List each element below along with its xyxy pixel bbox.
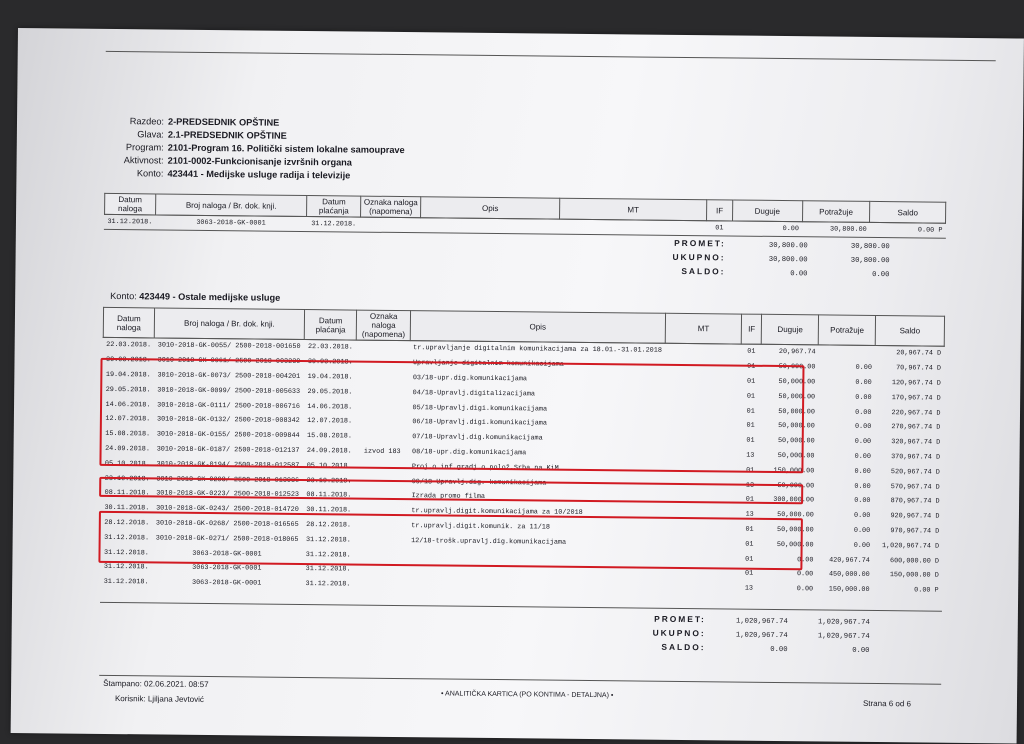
cell-placanje: 19.04.2018. xyxy=(307,373,353,382)
cell-mt xyxy=(662,581,739,597)
konto-423449-heading xyxy=(110,291,280,303)
col-oznaka: Oznaka naloga (napomena) xyxy=(357,310,411,341)
cell-broj: 3010-2018-GK-0223/ 2500-2018-012523 xyxy=(156,489,300,500)
cell-potrazuje: 0.00 xyxy=(855,393,872,402)
aktivnost-value: 2101-0002-Funkcionisanje izvršnih organa xyxy=(167,155,353,168)
col-datum-naloga: Datum naloga xyxy=(105,193,156,215)
cell-duguje: 50,000.00 xyxy=(777,481,815,490)
razdeo-label: Razdeo: xyxy=(129,116,165,127)
cell-datum: 15.08.2018. xyxy=(105,430,151,439)
cell-placanje: 28.12.2018. xyxy=(306,520,352,530)
cell-potrazuje: 0.00 xyxy=(853,526,871,535)
cell-opis: tr.upravljanje digitalnim komunikacijama za 18.01.-31.01.2018 xyxy=(413,344,662,356)
col-mt: MT xyxy=(560,198,707,221)
col-datum-placanja: Datum plaćanja xyxy=(304,310,357,341)
cell-broj: 3010-2018-GK-0243/ 2500-2018-014720 xyxy=(156,504,299,515)
cell-placanje: 31.12.2018. xyxy=(305,535,351,545)
glava-label: Glava: xyxy=(137,129,164,140)
col-datum-naloga: Datum naloga xyxy=(103,307,154,338)
cell-opis: 05/18-Upravlj.digi.komunikacijama xyxy=(412,403,548,414)
cell-broj: 3010-2018-GK-0111/ 2500-2018-006716 xyxy=(157,401,300,411)
cell-broj: 3063-2018-GK-0001 xyxy=(192,564,262,573)
promet-potrazuje: 1,020,967.74 xyxy=(818,618,870,627)
cell-opis: 04/18-Upravlj.digitalizacijama xyxy=(412,388,536,399)
konto2-value: 423449 - Ostale medijske usluge xyxy=(139,291,281,303)
cell-saldo: 920,967.74 D xyxy=(890,512,940,521)
cell-opis: Izrada promo filma xyxy=(411,492,486,502)
cell-datum: 24.09.2018. xyxy=(105,444,151,454)
col-broj-naloga: Broj naloga / Br. dok. knji. xyxy=(154,308,305,340)
cell-opis: tr.upravlj.digit.komunikacijama za 10/2018 xyxy=(411,507,583,518)
ukupno-potrazuje: 30,800.00 xyxy=(850,256,890,266)
cell-datum: 23.10.2018. xyxy=(104,474,150,483)
cell-broj: 3010-2018-GK-0187/ 2500-2018-012137 xyxy=(156,445,300,455)
saldo-potrazuje: 0.00 xyxy=(852,646,870,655)
cell-oznaka xyxy=(356,340,410,356)
highlight-box-3 xyxy=(98,511,803,570)
cell-if: 01 xyxy=(746,407,755,416)
cell-opis: tr.upravlj.digit.komunik. za 11/18 xyxy=(411,522,550,532)
cell-if: 01 xyxy=(744,569,754,579)
program-label: Program: xyxy=(125,142,164,153)
cell-saldo: 1,020,967.74 D xyxy=(881,541,940,551)
col-saldo: Saldo xyxy=(875,315,944,346)
cell-duguje: 50,000.00 xyxy=(777,451,815,461)
cell-saldo: 0.00 P xyxy=(917,226,943,236)
cell-if: 13 xyxy=(744,584,754,593)
cell-broj: 3063-2018-GK-0001 xyxy=(192,549,262,559)
cell-duguje: 50,000.00 xyxy=(777,511,814,520)
cell-datum: 31.12.2018. xyxy=(103,563,149,572)
saldo-label: SALDO: xyxy=(681,265,726,277)
cell-duguje: 150,000.00 xyxy=(773,466,815,476)
cell-datum: 31.12.2018. xyxy=(104,533,150,543)
cell-potrazuje: 0.00 xyxy=(854,423,872,432)
cell-potrazuje: 420,967.74 xyxy=(829,556,870,565)
totals-423441 xyxy=(615,236,889,281)
cell-datum: 30.11.2018. xyxy=(104,504,150,513)
cell-potrazuje: 0.00 xyxy=(854,467,871,476)
cell-potrazuje: 150,000.00 xyxy=(828,585,870,595)
saldo-label: SALDO: xyxy=(661,641,706,653)
cell-datum: 31.12.2018. xyxy=(107,218,153,227)
promet-duguje: 30,800.00 xyxy=(768,241,808,251)
highlight-box-1 xyxy=(99,358,804,473)
cell-placanje: 08.11.2018. xyxy=(306,491,352,500)
cell-duguje: 0.00 xyxy=(796,570,814,579)
cell-duguje: 0.00 xyxy=(797,555,814,564)
cell-if: 01 xyxy=(745,555,754,564)
konto-423441-table xyxy=(104,193,946,239)
cell-opis: 08/18-upr.dig.komunikacijama xyxy=(412,448,527,458)
col-opis: Opis xyxy=(421,197,560,219)
footer-rule xyxy=(99,675,941,685)
cell-duguje: 50,000.00 xyxy=(778,363,816,372)
cell-duguje: 0.00 xyxy=(796,585,814,594)
cell-potrazuje: 0.00 xyxy=(855,363,872,373)
cell-potrazuje: 0.00 xyxy=(854,482,871,491)
cell-datum: 31.12.2018. xyxy=(103,548,149,557)
report-title: • ANALITIČKA KARTICA (PO KONTIMA - DETALJNA) • xyxy=(441,690,614,700)
cell-oznaka xyxy=(354,577,408,592)
cell-placanje: 31.12.2018. xyxy=(305,550,351,560)
cell-datum: 29.05.2018. xyxy=(105,385,151,395)
top-rule xyxy=(106,51,996,61)
cell-placanje: 15.08.2018. xyxy=(307,432,352,441)
cell-if: 13 xyxy=(746,451,755,460)
cell-if: 01 xyxy=(747,362,756,371)
cell-placanje: 22.03.2018. xyxy=(307,343,353,352)
cell-broj: 3063-2018-GK-0001 xyxy=(191,578,262,588)
promet-label: PROMET: xyxy=(654,613,706,625)
cell-saldo: 520,967.74 D xyxy=(890,467,940,477)
col-mt: MT xyxy=(665,313,742,344)
cell-if: 01 xyxy=(745,525,754,534)
cell-if: 01 xyxy=(747,348,756,357)
col-opis: Opis xyxy=(410,311,665,344)
cell-duguje: 50,000.00 xyxy=(776,540,814,550)
col-potrazuje: Potražuje xyxy=(819,315,876,346)
cell-duguje: 300,000.00 xyxy=(773,496,815,505)
cell-saldo: 70,967.74 D xyxy=(896,364,942,373)
cell-if: 01 xyxy=(715,224,724,233)
cell-potrazuje: 0.00 xyxy=(855,408,872,417)
razdeo-value: 2-PREDSEDNIK OPŠTINE xyxy=(167,116,280,128)
cell-opis: 06/18-Upravlj.digi.komunikacijama xyxy=(412,418,548,428)
col-saldo: Saldo xyxy=(870,201,946,223)
cell-if: 01 xyxy=(746,392,756,401)
konto2-label: Konto: xyxy=(110,290,137,302)
cell-datum: 31.12.2018. xyxy=(103,578,149,587)
cell-if: 01 xyxy=(746,436,755,445)
cell-saldo: 600,000.00 D xyxy=(889,556,940,566)
cell-placanje: 30.03.2018. xyxy=(307,358,353,367)
cell-saldo: 120,967.74 D xyxy=(891,379,941,388)
ukupno-potrazuje: 1,020,967.74 xyxy=(817,632,870,641)
cell-saldo: 220,967.74 D xyxy=(891,408,941,418)
cell-datum: 05.10.2018. xyxy=(104,459,150,469)
col-duguje: Duguje xyxy=(761,314,819,345)
cell-duguje: 50,000.00 xyxy=(778,392,816,402)
cell-broj: 3010-2018-GK-0073/ 2500-2018-004201 xyxy=(157,371,301,381)
col-oznaka: Oznaka naloga (napomena) xyxy=(361,196,421,218)
cell-potrazuje: 450,000.00 xyxy=(828,570,870,580)
cell-broj: 3010-2018-GK-0055/ 2500-2018-001650 xyxy=(157,341,301,352)
cell-oznaka xyxy=(361,217,421,233)
cell-if: 01 xyxy=(746,422,755,431)
ukupno-duguje: 30,800.00 xyxy=(768,255,808,265)
aktivnost-label: Aktivnost: xyxy=(123,155,164,166)
cell-saldo: 170,967.74 D xyxy=(891,393,941,403)
ukupno-label: UKUPNO: xyxy=(652,627,706,639)
cell-placanje: 14.06.2018. xyxy=(307,402,353,412)
cell-placanje: 31.12.2018. xyxy=(305,565,351,574)
ukupno-label: UKUPNO: xyxy=(672,251,726,263)
cell-datum: 12.07.2018. xyxy=(105,415,151,424)
cell-duguje: 50,000.00 xyxy=(777,437,815,446)
ukupno-duguje: 1,020,967.74 xyxy=(735,631,788,641)
cell-potrazuje: 0.00 xyxy=(853,541,871,550)
cell-datum: 30.03.2018. xyxy=(105,356,151,365)
cell-placanje: 29.05.2018. xyxy=(307,387,353,397)
cell-mt xyxy=(665,343,742,359)
cell-saldo: 150,000.00 D xyxy=(889,571,939,581)
cell-saldo: 0.00 P xyxy=(914,586,939,595)
cell-duguje: 50,000.00 xyxy=(778,377,816,387)
cell-saldo: 270,967.74 D xyxy=(891,423,941,433)
cell-oznaka: izvod 183 xyxy=(363,447,401,456)
col-potrazuje: Potražuje xyxy=(802,201,870,223)
cell-if: 13 xyxy=(745,510,754,519)
cell-broj: 3010-2018-GK-0268/ 2500-2018-016565 xyxy=(155,519,299,529)
cell-opis xyxy=(408,578,663,595)
cell-placanje: 30.11.2018. xyxy=(306,506,352,515)
cell-potrazuje: 0.00 xyxy=(854,511,871,521)
user-name: Korisnik: Ljiljana Jevtović xyxy=(114,694,204,704)
cell-potrazuje: 0.00 xyxy=(854,497,871,506)
cell-duguje: 50,000.00 xyxy=(778,407,816,416)
cell-broj: 3010-2018-GK-0208/ 2500-2018-013086 xyxy=(156,475,300,485)
saldo-duguje: 0.00 xyxy=(770,645,788,655)
cell-potrazuje: 30,800.00 xyxy=(829,225,867,235)
cell-placanje: 24.09.2018. xyxy=(306,447,352,456)
cell-saldo: 570,967.74 D xyxy=(890,482,940,492)
cell-duguje: 50,000.00 xyxy=(778,422,815,431)
cell-saldo: 370,967.74 D xyxy=(891,453,941,462)
printed-date: Štampano: 02.06.2021. 08:57 xyxy=(103,678,209,690)
col-broj-naloga: Broj naloga / Br. dok. knji. xyxy=(155,194,307,217)
cell-potrazuje: 0.00 xyxy=(854,452,872,461)
cell-placanje: 12.07.2018. xyxy=(307,417,353,426)
glava-value: 2.1-PREDSEDNIK OPŠTINE xyxy=(167,129,287,141)
cell-datum: 14.06.2018. xyxy=(105,400,151,409)
cell-placanje: 05.10.2018. xyxy=(306,461,352,471)
cell-saldo: 20,967.74 D xyxy=(896,349,942,359)
col-datum-placanja: Datum plaćanja xyxy=(307,196,361,218)
table2-rule xyxy=(100,602,942,612)
cell-if: 01 xyxy=(746,466,755,475)
cell-potrazuje: 0.00 xyxy=(854,437,872,447)
cell-datum: 22.03.2018. xyxy=(106,341,152,350)
cell-opis: Proj.o inf.gradj.o polož.Srba na KiM xyxy=(411,462,559,473)
saldo-potrazuje: 0.00 xyxy=(872,270,890,280)
cell-opis: 09/18-Upravlj.dig. komunikacijama xyxy=(411,477,547,488)
page-number: Strana 6 od 6 xyxy=(862,698,912,709)
cell-if: 13 xyxy=(745,481,755,490)
cell-if: 01 xyxy=(745,496,754,505)
cell-broj: 3063-2018-GK-0001 xyxy=(196,219,266,228)
cell-broj: 3010-2018-GK-0271/ 2500-2018-018065 xyxy=(155,534,299,544)
cell-datum: 28.12.2018. xyxy=(104,518,150,528)
col-duguje: Duguje xyxy=(732,200,802,222)
cell-opis: 07/18-Upravlj.dig.komunikacijama xyxy=(412,433,543,443)
cell-opis: Upravljanje digitalnim komunikacijama xyxy=(412,359,564,369)
cell-saldo: 970,967.74 D xyxy=(890,527,940,536)
cell-saldo: 320,967.74 D xyxy=(891,438,941,447)
cell-if: 01 xyxy=(745,540,754,549)
cell-broj: 3010-2018-GK-0194/ 2500-2018-012587 xyxy=(156,460,300,470)
cell-opis: 12/18-trošk.upravlj.dig.komunikacijama xyxy=(411,536,567,547)
document-page xyxy=(11,28,1024,743)
cell-opis: 03/18-upr.dig.komunikacijama xyxy=(412,374,528,384)
cell-broj: 3010-2018-GK-0155/ 2500-2018-009844 xyxy=(156,430,300,441)
promet-duguje: 1,020,967.74 xyxy=(736,617,788,627)
cell-duguje: 0.00 xyxy=(782,225,800,234)
cell-datum: 19.04.2018. xyxy=(105,370,151,380)
cell-if: 01 xyxy=(746,377,756,386)
cell-potrazuje xyxy=(819,345,876,361)
totals-423449 xyxy=(595,612,869,657)
cell-broj: 3010-2018-GK-0099/ 2500-2018-005633 xyxy=(157,386,301,396)
promet-potrazuje: 30,800.00 xyxy=(850,242,890,252)
cell-placanje: 23.10.2018. xyxy=(306,476,352,486)
konto-value: 423441 - Medijske usluge radija i televizije xyxy=(167,168,351,181)
cell-potrazuje: 0.00 xyxy=(855,378,872,387)
cell-datum: 08.11.2018. xyxy=(104,489,150,498)
program-value: 2101-Program 16. Politički sistem lokalne samouprave xyxy=(167,142,405,156)
cell-broj: 3010-2018-GK-0132/ 2500-2018-008342 xyxy=(156,415,300,426)
col-if: IF xyxy=(707,200,733,221)
konto-label: Konto: xyxy=(136,168,164,179)
cell-placanje: 31.12.2018. xyxy=(305,580,351,589)
cell-broj: 3010-2018-GK-0061/ 2500-2018-003230 xyxy=(157,356,301,367)
cell-placanje: 31.12.2018. xyxy=(311,220,357,229)
cell-duguje: 50,000.00 xyxy=(776,525,814,535)
promet-label: PROMET: xyxy=(674,237,726,249)
saldo-duguje: 0.00 xyxy=(790,270,808,279)
col-if: IF xyxy=(742,314,762,344)
cell-saldo: 870,967.74 D xyxy=(890,497,940,507)
header-block xyxy=(111,115,405,183)
cell-duguje: 20,967.74 xyxy=(778,348,816,357)
